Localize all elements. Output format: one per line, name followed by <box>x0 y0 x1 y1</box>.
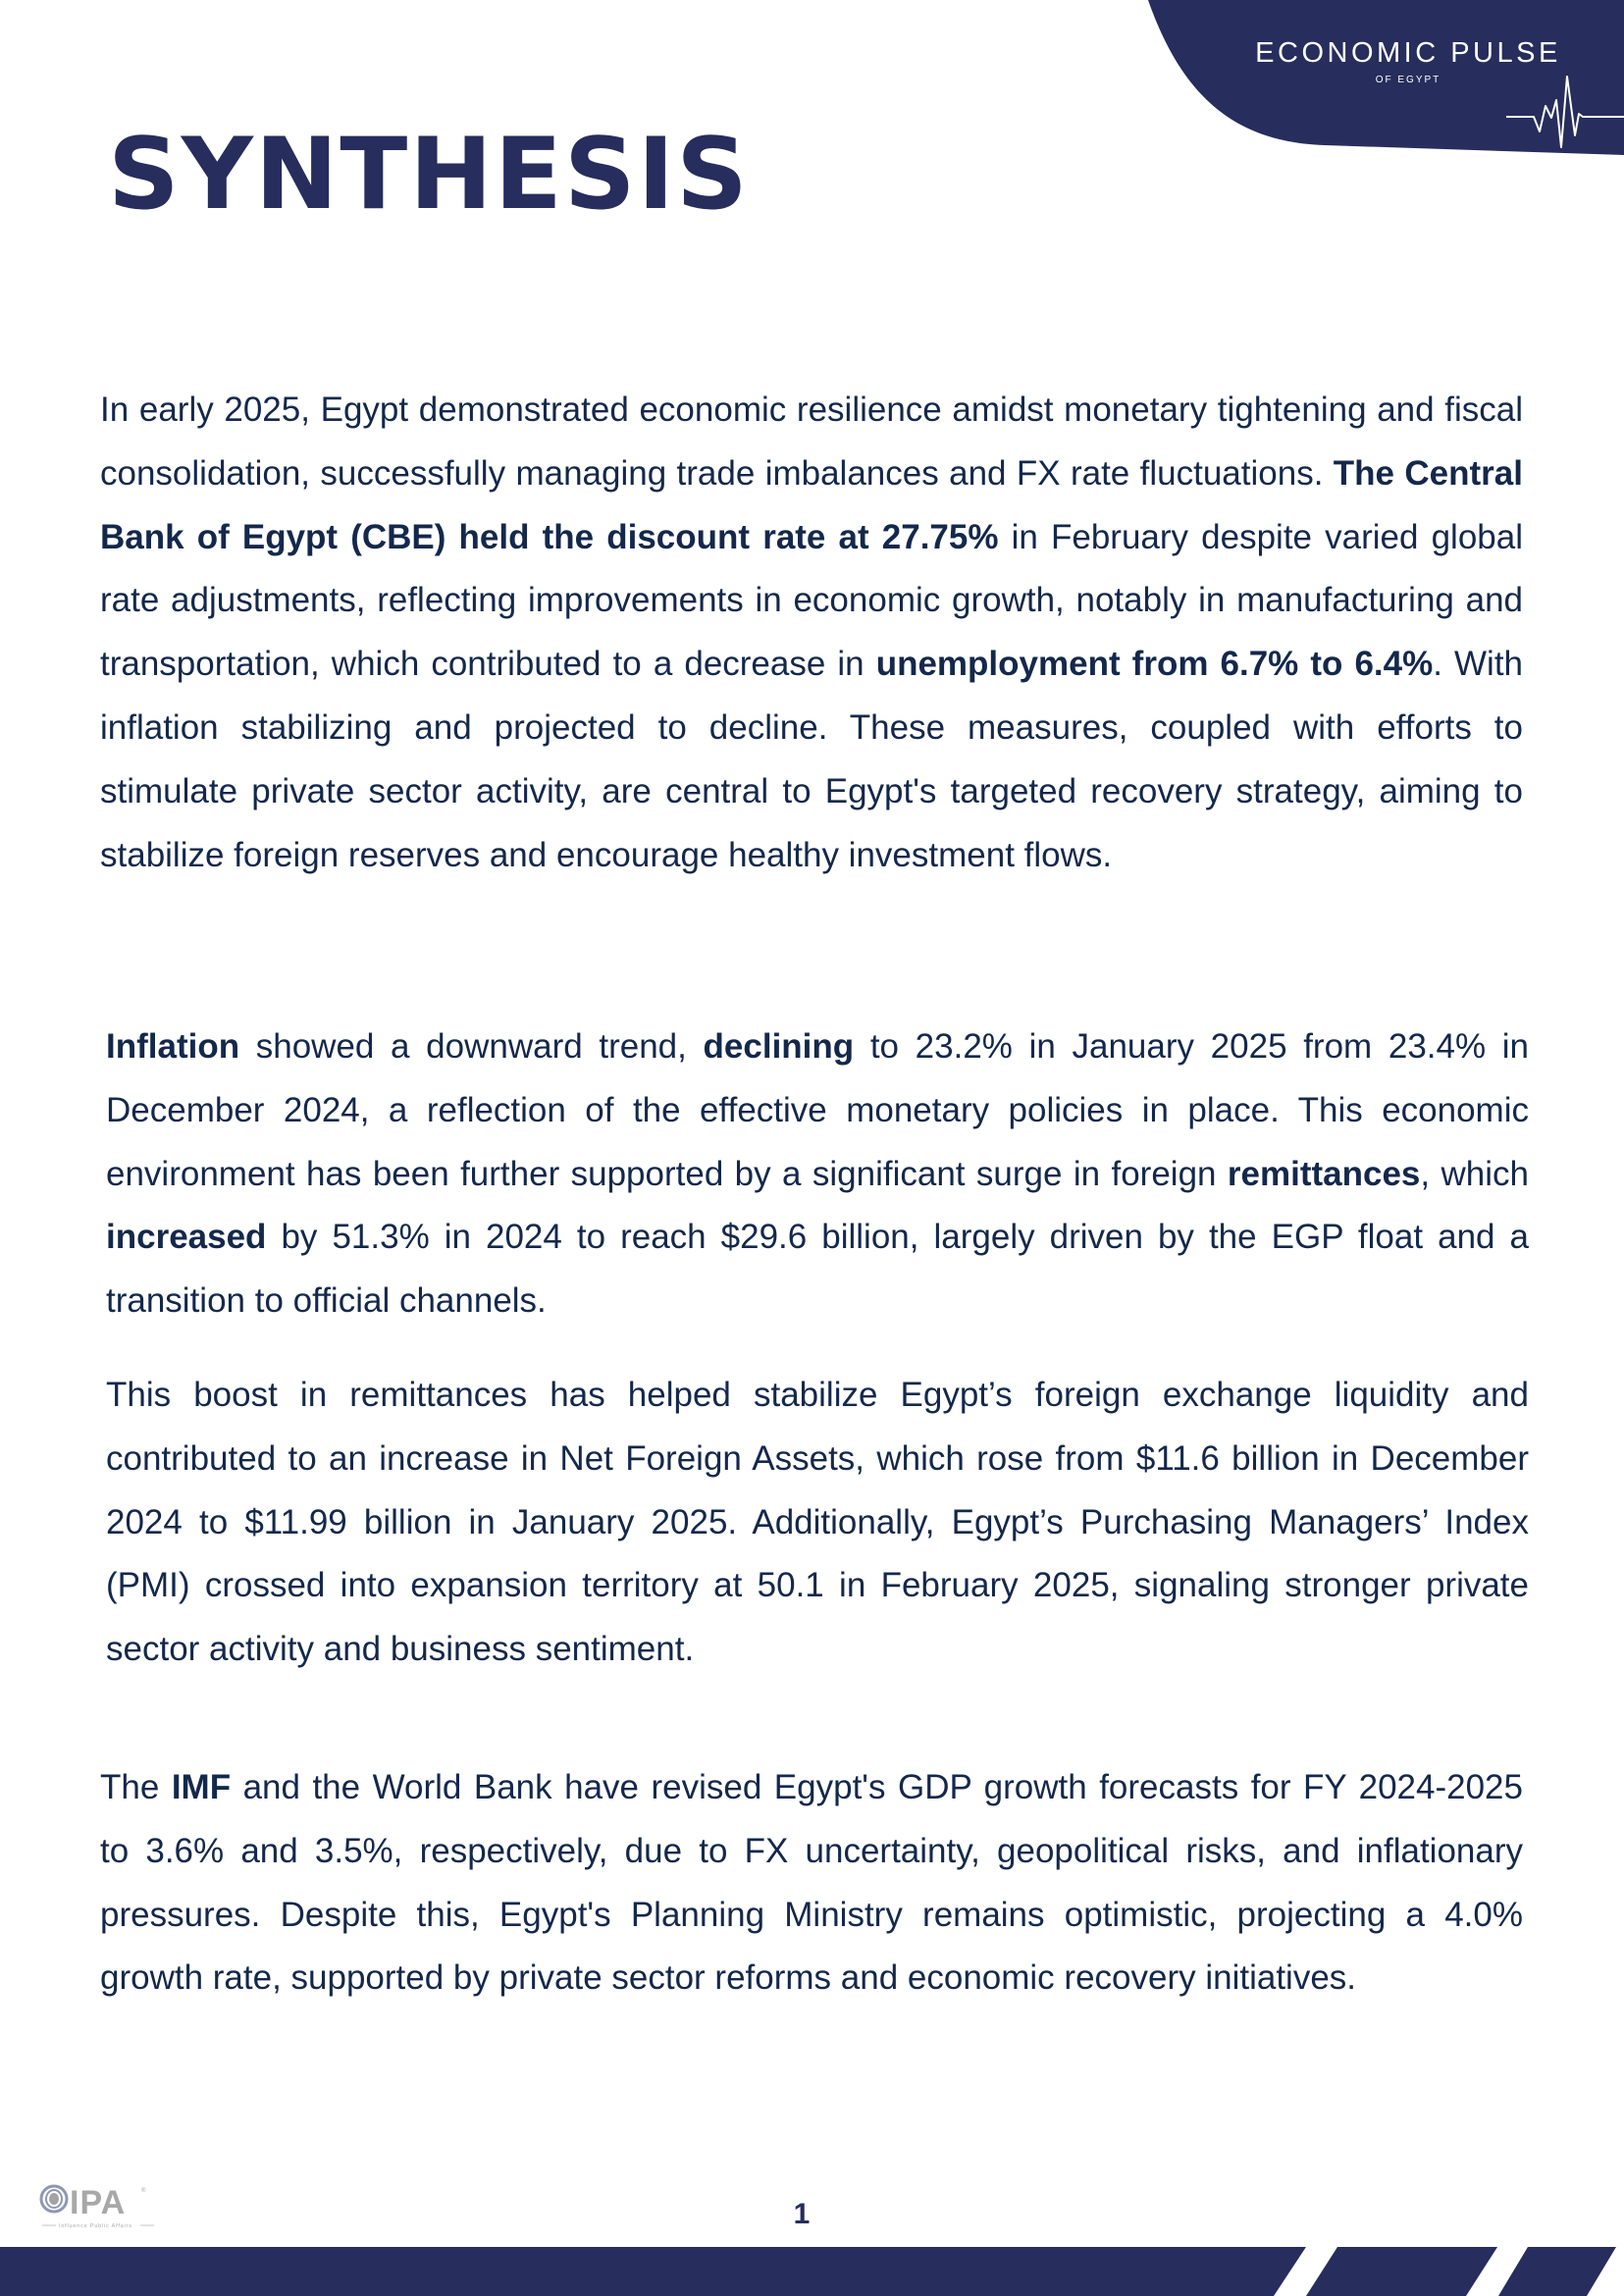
text-segment: In early 2025, Egypt demonstrated economic resilience amidst monetary tightening and fiscal consolidation, successfully managing trade imbalances and FX rate fluctuations. <box>100 391 1523 493</box>
text-segment: and the World Bank have revised Egypt's GDP growth forecasts for FY 2024-2025 to 3.6% and 3.5%, respectively, due to FX uncertainty, geopolitical risks, and inflationary pressures. Despite this, Egypt's Planning Ministry remains optimistic, projecting a 4.0% growth rate, supported by private sector reforms and economic recovery initiatives. <box>100 1768 1523 1998</box>
text-highlight: Inflation <box>106 1027 240 1066</box>
paragraph-remittances <box>106 1364 1529 1682</box>
concentric-circles-icon <box>41 2186 67 2212</box>
page-title: SYNTHESIS <box>108 116 750 232</box>
brand-subtitle: OF EGYPT <box>1375 75 1441 85</box>
paragraph-overview <box>100 379 1523 887</box>
text-highlight: unemployment from 6.7% to 6.4% <box>875 645 1434 684</box>
text-highlight: increased <box>106 1218 267 1257</box>
footer-bar <box>0 2247 1624 2296</box>
text-highlight: IMF <box>171 1768 232 1806</box>
paragraph-inflation <box>106 1016 1529 1333</box>
brand-title: ECONOMIC PULSE <box>1255 37 1561 69</box>
text-segment: in February despite varied global rate adjustments, reflecting improvements in economic growth, notably in manufacturing and transportation, which contributed to a decrease in <box>100 517 1523 684</box>
text-segment: This boost in remittances has helped stabilize Egypt’s foreign exchange liquidity and contributed to an increase in Net Foreign Assets, which rose from $11.6 billion in December 2024 to $11.99 billion in January 2025. Additionally, Egypt’s Purchasing Managers’ Index (PMI) crossed into expansion territory at 50.1 in February 2025, signaling stronger private sector activity and business sentiment. <box>106 1376 1529 1669</box>
text-segment: by 51.3% in 2024 to reach $29.6 billion, largely driven by the EGP float and a transition to official channels. <box>106 1218 1529 1321</box>
text-segment: to 23.2% in January 2025 from 23.4% in December 2024, a reflection of the effective monetary policies in place. This economic environment has been further supported by a significant surge in foreign <box>106 1027 1529 1193</box>
paragraph-gdp-forecast <box>100 1756 1523 2010</box>
logo-tagline: Influence Public Affairs <box>59 2223 132 2229</box>
page-number: 1 <box>793 2198 811 2230</box>
text-segment: The <box>100 1768 172 1806</box>
text-highlight: remittances <box>1227 1154 1421 1193</box>
svg-text:®: ® <box>141 2188 146 2194</box>
text-segment: showed a downward trend, <box>239 1027 704 1066</box>
ipa-logo <box>39 2182 172 2231</box>
heartbeat-line-icon <box>1506 75 1624 153</box>
text-highlight: The Central Bank of Egypt (CBE) held the discount rate at 27.75% <box>100 453 1523 556</box>
svg-text:IPA: IPA <box>70 2184 127 2221</box>
text-segment: , which <box>1420 1154 1529 1193</box>
text-highlight: declining <box>703 1027 855 1066</box>
text-segment: . With inflation stabilizing and projected to decline. These measures, coupled with efforts to stimulate private sector activity, are central to Egypt's targeted recovery strategy, aiming to stabilize foreign reserves and encourage healthy investment flows. <box>100 645 1524 874</box>
